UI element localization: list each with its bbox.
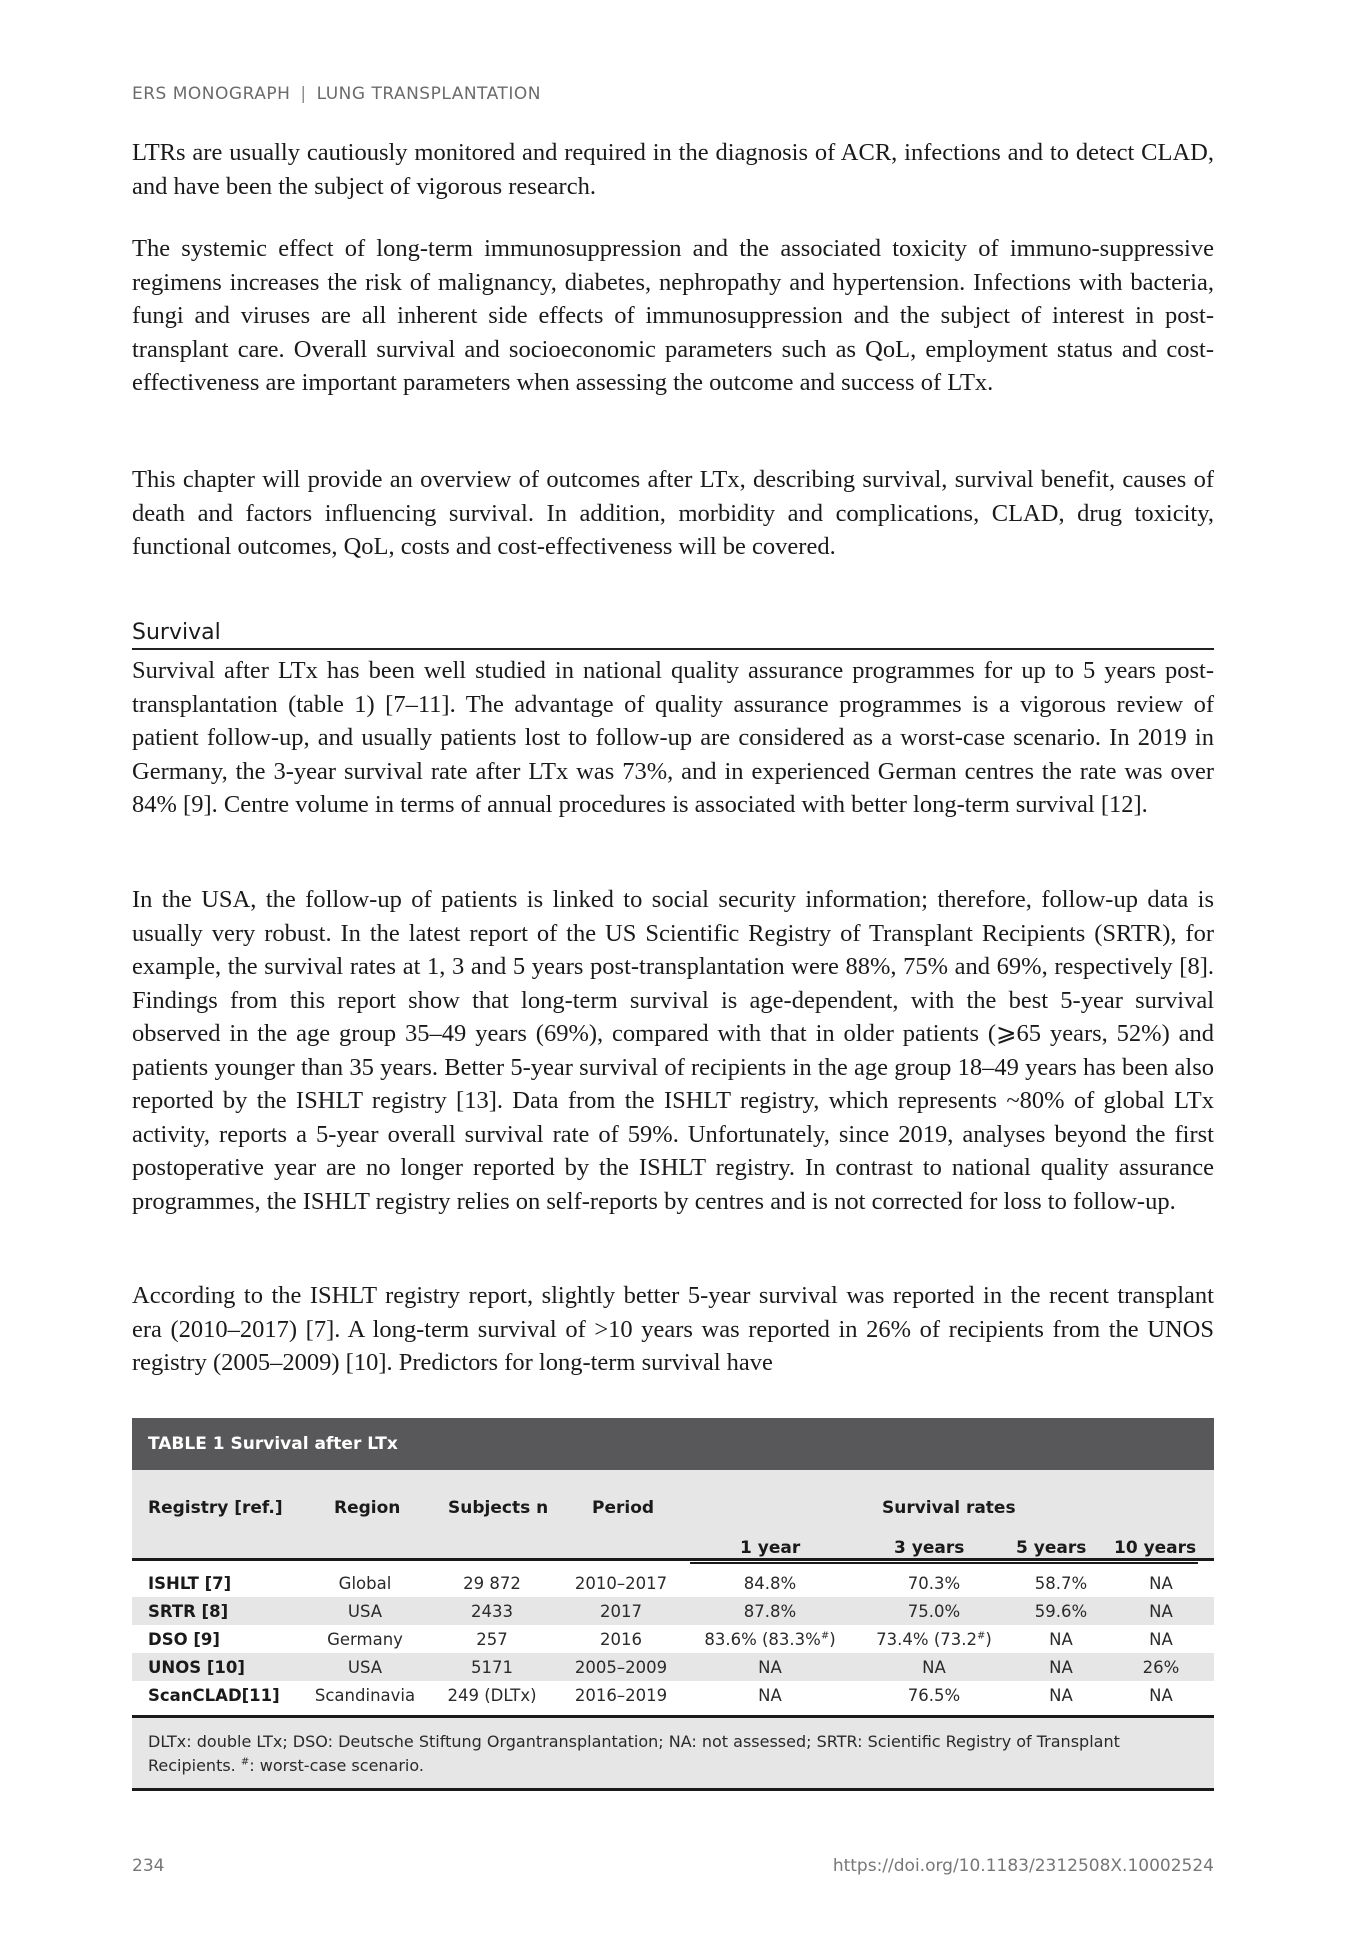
cell-10-years: NA — [1149, 1629, 1173, 1649]
table-title: TABLE 1 Survival after LTx — [132, 1418, 1214, 1470]
cell-period: 2016 — [600, 1629, 642, 1649]
header-separator: | — [300, 84, 307, 104]
cell-3-years: 70.3% — [907, 1573, 961, 1593]
cell-5-years: NA — [1049, 1685, 1073, 1705]
cell-region: Global — [338, 1573, 392, 1593]
running-header — [132, 84, 541, 104]
cell-registry: ScanCLAD[11] — [148, 1685, 280, 1705]
cell-1-year: NA — [758, 1685, 782, 1705]
cell-1-year: 87.8% — [743, 1601, 797, 1621]
survival-rates-rule — [690, 1562, 1198, 1564]
header-registry: Registry [ref.] — [148, 1498, 283, 1518]
cell-3-years: 75.0% — [907, 1601, 961, 1621]
cell-1-year: 84.8% — [743, 1573, 797, 1593]
header-period: Period — [592, 1498, 655, 1518]
header-region: Region — [334, 1498, 401, 1518]
cell-subjects: 29 872 — [463, 1573, 521, 1593]
cell-subjects: 249 (DLTx) — [447, 1685, 537, 1705]
cell-10-years: NA — [1149, 1573, 1173, 1593]
cell-registry: ISHLT [7] — [148, 1573, 232, 1593]
table-row — [132, 1625, 1214, 1653]
doi-link[interactable]: https://doi.org/10.1183/2312508X.10002524 — [832, 1856, 1214, 1876]
paragraph-survival-1: Survival after LTx has been well studied in national quality assurance programmes for up to 5 years post-transplantation (table 1) [7–11]. The advantage of quality assurance programmes is a vigorous review of patient follow-up, and usually patients lost to follow-up are considered as a worst-case scenario. In 2019 in Germany, the 3-year survival rate after LTx was 73%, and in experienced German centres the rate was over 84% [9]. Centre volume in terms of annual procedures is associated with better long-term survival [12]. — [132, 657, 1214, 818]
cell-5-years: 59.6% — [1034, 1601, 1088, 1621]
table-footnote: DLTx: double LTx; DSO: Deutsche Stiftung Organtransplantation; NA: not assessed; SRTR: Scientific Registry of Transplant Recipients. #: worst-case scenario. — [132, 1718, 1214, 1791]
table-header — [132, 1470, 1214, 1561]
cell-registry: UNOS [10] — [148, 1657, 245, 1677]
cell-3-years: 76.5% — [907, 1685, 961, 1705]
cell-5-years: 58.7% — [1034, 1573, 1088, 1593]
series-title: ERS MONOGRAPH — [132, 84, 291, 104]
header-1-year: 1 year — [740, 1538, 801, 1558]
paragraph-survival-2: In the USA, the follow-up of patients is linked to social security information; therefore, follow-up data is usually very robust. In the latest report of the US Scientific Registry of Transplant Recipients (SRTR), for example, the survival rates at 1, 3 and 5 years post-transplantation were 88%, 75% and 69%, respectively [8]. Findings from this report show that long-term survival is age-dependent, with the best 5-year survival observed in the age group 35–49 years (69%), compared with that in older patients (⩾65 years, 52%) and patients younger than 35 years. Better 5-year survival of recipients in the age group 18–49 years has been also reported by the ISHLT registry [13]. Data from the ISHLT registry, which represents ~80% of global LTx activity, reports a 5-year overall survival rate of 59%. Unfortunately, since 2019, analyses beyond the first postoperative year are no longer reported by the ISHLT registry. In contrast to national quality assurance programmes, the ISHLT registry relies on self-reports by centres and is not corrected for loss to follow-up. — [132, 886, 1214, 1215]
cell-period: 2010–2017 — [574, 1573, 668, 1593]
cell-3-years: NA — [922, 1657, 946, 1677]
table-body — [132, 1561, 1214, 1718]
cell-subjects: 257 — [476, 1629, 508, 1649]
cell-region: Germany — [327, 1629, 403, 1649]
book-title: LUNG TRANSPLANTATION — [316, 84, 541, 104]
cell-10-years: NA — [1149, 1685, 1173, 1705]
cell-region: USA — [347, 1657, 383, 1677]
cell-10-years: NA — [1149, 1601, 1173, 1621]
cell-3-years: 73.4% (73.2#) — [876, 1629, 992, 1649]
cell-registry: SRTR [8] — [148, 1601, 229, 1621]
cell-subjects: 2433 — [471, 1601, 513, 1621]
section-heading-survival: Survival — [132, 620, 1214, 650]
header-survival-rates: Survival rates — [882, 1498, 1016, 1518]
cell-region: USA — [347, 1601, 383, 1621]
paragraph-survival-3: According to the ISHLT registry report, slightly better 5-year survival was reported in the recent transplant era (2010–2017) [7]. A long-term survival of >10 years was reported in 26% of recipients from the UNOS registry (2005–2009) [10]. Predictors for long-term survival have — [132, 1282, 1214, 1376]
table-row — [132, 1681, 1214, 1709]
cell-10-years: 26% — [1142, 1657, 1180, 1677]
header-subjects: Subjects n — [448, 1498, 549, 1518]
header-5-years: 5 years — [1016, 1538, 1087, 1558]
cell-subjects: 5171 — [471, 1657, 513, 1677]
header-10-years: 10 years — [1114, 1538, 1197, 1558]
table-row — [132, 1653, 1214, 1681]
paragraph-intro-2: The systemic effect of long-term immunosuppression and the associated toxicity of immuno-suppressive regimens increases the risk of malignancy, diabetes, nephropathy and hypertension. Infections with bacteria, fungi and viruses are all inherent side effects of immunosuppression and the subject of interest in post-transplant care. Overall survival and socioeconomic parameters such as QoL, employment status and cost-effectiveness are important parameters when assessing the outcome and success of LTx. — [132, 235, 1214, 396]
cell-period: 2005–2009 — [574, 1657, 668, 1677]
cell-registry: DSO [9] — [148, 1629, 220, 1649]
paragraph-intro-1: LTRs are usually cautiously monitored and required in the diagnosis of ACR, infections and to detect CLAD, and have been the subject of vigorous research. — [132, 139, 1214, 200]
cell-5-years: NA — [1049, 1629, 1073, 1649]
page-number: 234 — [132, 1856, 165, 1876]
survival-table — [132, 1418, 1214, 1791]
cell-period: 2016–2019 — [574, 1685, 668, 1705]
cell-1-year: NA — [758, 1657, 782, 1677]
cell-5-years: NA — [1049, 1657, 1073, 1677]
cell-region: Scandinavia — [314, 1685, 416, 1705]
table-row — [132, 1597, 1214, 1625]
header-3-years: 3 years — [894, 1538, 965, 1558]
paragraph-intro-3: This chapter will provide an overview of outcomes after LTx, describing survival, survival benefit, causes of death and factors influencing survival. In addition, morbidity and complications, CLAD, drug toxicity, functional outcomes, QoL, costs and cost-effectiveness will be covered. — [132, 466, 1214, 560]
table-row — [132, 1569, 1214, 1597]
cell-period: 2017 — [600, 1601, 642, 1621]
cell-1-year: 83.6% (83.3%#) — [704, 1629, 836, 1649]
